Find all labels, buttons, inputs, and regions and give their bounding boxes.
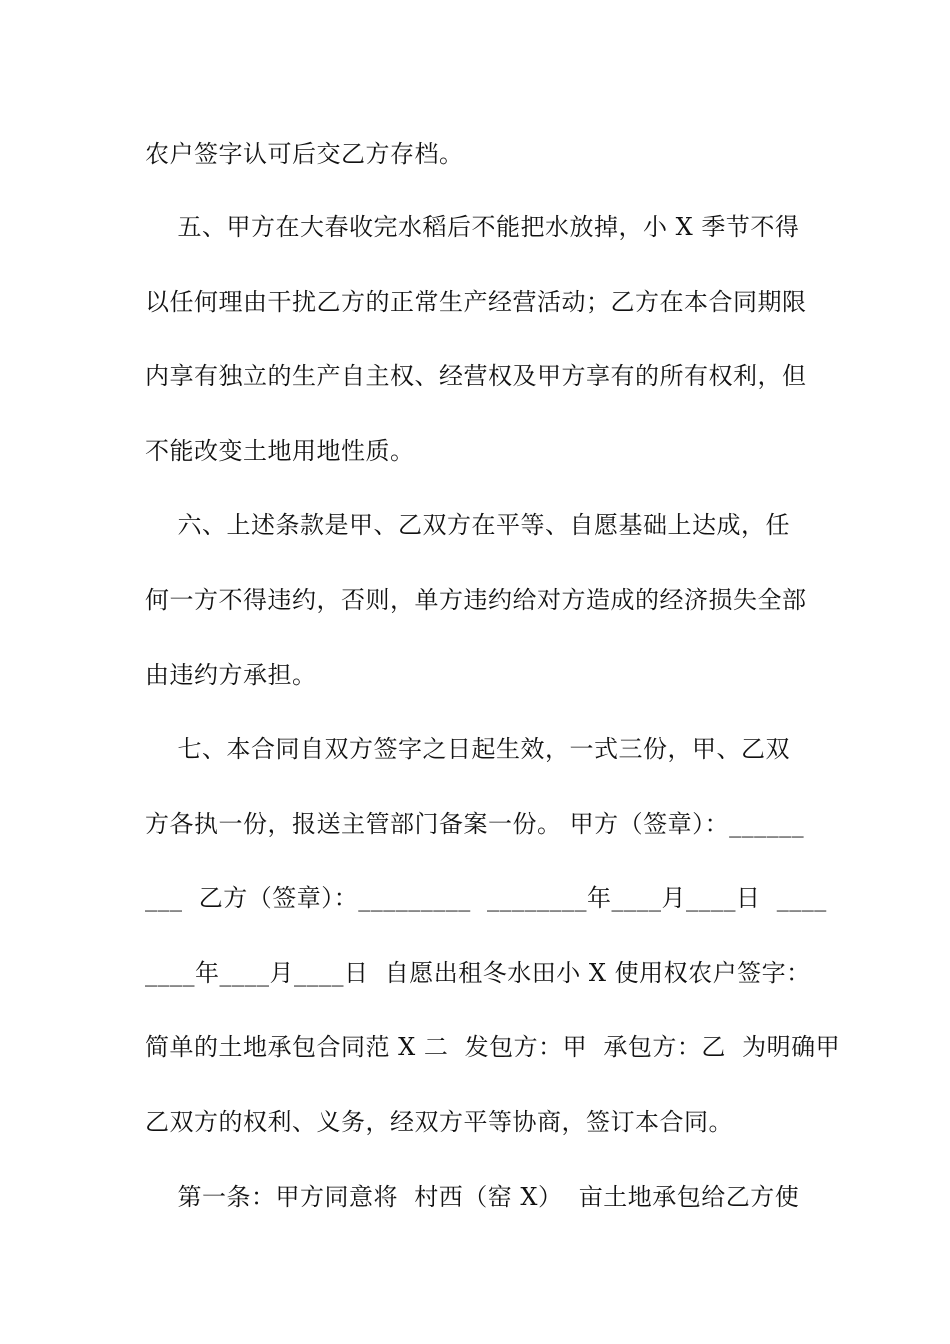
text-line-10: 方各执一份，报送主管部门备案一份。 甲方（签章）：______: [145, 810, 805, 838]
text-line-6: 六、上述条款是甲、乙双方在平等、自愿基础上达成，任: [145, 511, 791, 539]
text-line-2: 五、甲方在大春收完水稻后不能把水放掉，小 X 季节不得: [145, 213, 800, 241]
text-line-15: 第一条：甲方同意将 村西（窑 X） 亩土地承包给乙方使: [145, 1183, 800, 1211]
text-line-5: 不能改变土地用地性质。: [145, 437, 415, 465]
text-line-11: ___ 乙方（签章）：_________ ________年____月____日 ____: [145, 884, 827, 912]
text-line-1: 农户签字认可后交乙方存档。: [145, 140, 464, 168]
text-line-13: 简单的土地承包合同范 X 二 发包方：甲 承包方：乙 为明确甲: [145, 1033, 841, 1061]
text-line-3: 以任何理由干扰乙方的正常生产经营活动；乙方在本合同期限: [145, 288, 807, 316]
text-line-9: 七、本合同自双方签字之日起生效，一式三份，甲、乙双: [145, 735, 791, 763]
text-line-8: 由违约方承担。: [145, 661, 317, 689]
text-line-4: 内享有独立的生产自主权、经营权及甲方享有的所有权利，但: [145, 362, 807, 390]
text-line-12: ____年____月____日 自愿出租冬水田小 X 使用权农户签字：: [145, 959, 811, 987]
text-line-14: 乙双方的权利、义务，经双方平等协商，签订本合同。: [145, 1108, 733, 1136]
text-line-7: 何一方不得违约，否则，单方违约给对方造成的经济损失全部: [145, 586, 807, 614]
